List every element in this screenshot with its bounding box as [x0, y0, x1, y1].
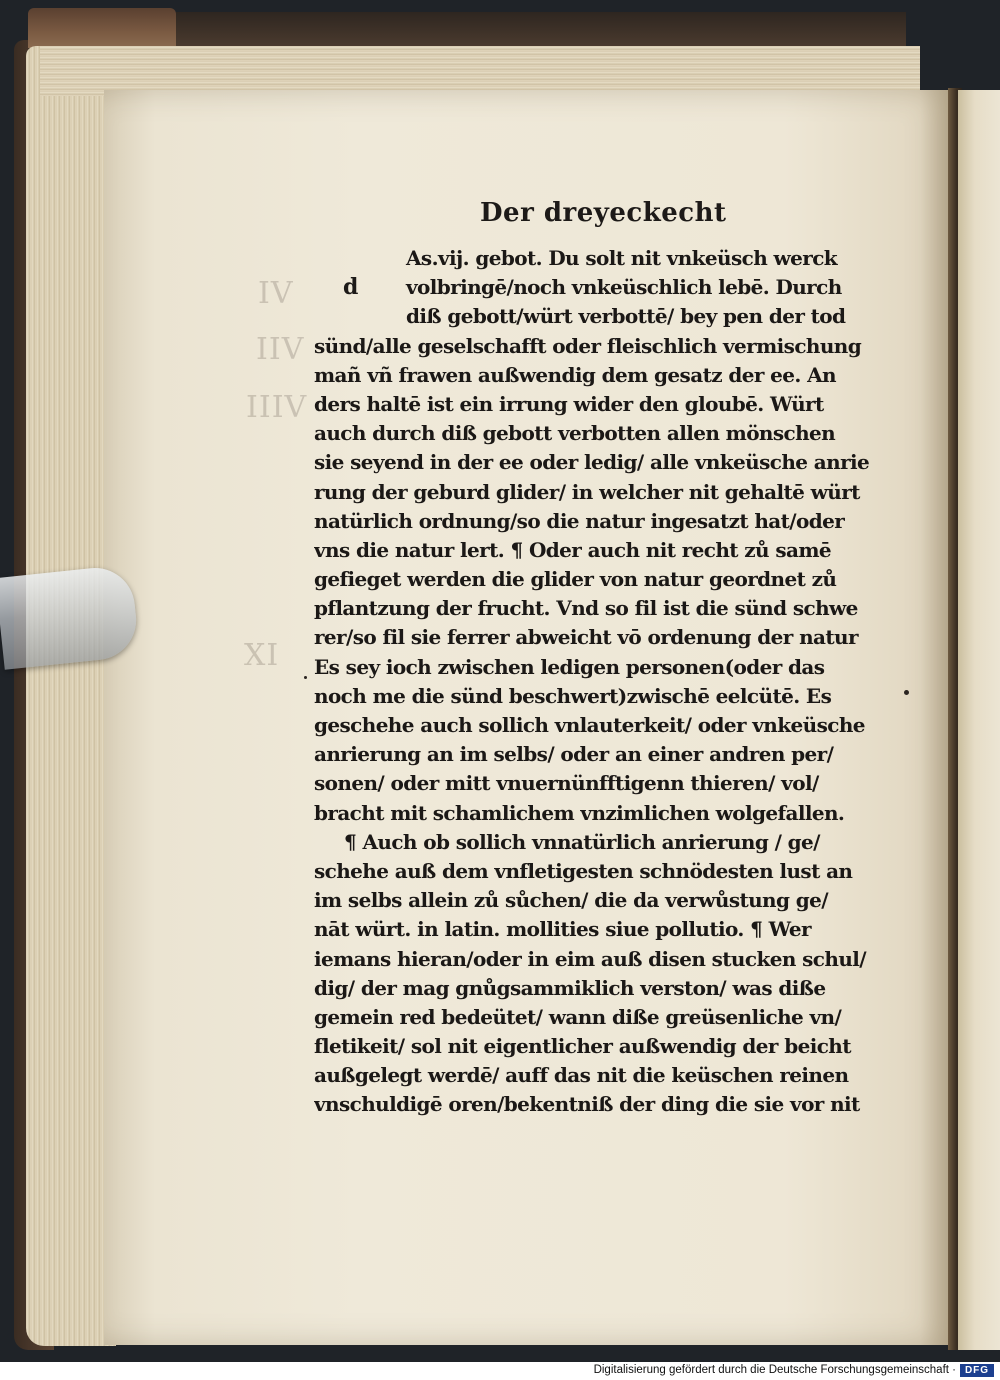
text-line: im selbs allein zů sůchen/ die da verwůstung ge/	[314, 888, 828, 913]
text-line: As.vij. gebot. Du solt nit vnkeüsch werck	[406, 246, 838, 270]
text-line: schehe auß dem vnfletigesten schnödesten lust an	[314, 858, 853, 883]
text-line: Es sey ioch zwischen ledigen personen(oder das	[314, 654, 825, 679]
text-line: diß gebott/würt verbottē/ bey pen der tod	[406, 304, 846, 329]
footer-bar	[0, 1362, 1000, 1380]
text-line: volbringē/noch vnkeüschlich lebē. Durch	[406, 275, 842, 300]
book-cover-top	[176, 12, 906, 46]
text-line: noch me die sünd beschwert)zwischē eelcütē. Es	[314, 683, 832, 708]
text-line: auch durch diß gebott verbotten allen mönschen	[314, 421, 836, 446]
showthrough-numeral: IIV	[256, 332, 305, 367]
text-line: gefieget werden die glider von natur geordnet zů	[314, 567, 837, 592]
text-block	[314, 244, 882, 1120]
funding-credit: Digitalisierung gefördert durch die Deutsche Forschungsgemeinschaft ·	[593, 1364, 956, 1376]
text-line: außgelegt werdē/ auff das nit die keüschen reinen	[314, 1063, 849, 1088]
page-stack-edges	[26, 46, 116, 1346]
text-line: nāt würt. in latin. mollities siue pollutio. ¶ Wer	[314, 917, 811, 942]
showthrough-numeral: XI	[244, 638, 280, 673]
text-line: sonen/ oder mitt vnuernünfftigenn thieren/ vol/	[314, 771, 819, 796]
text-line: vnschuldigē oren/bekentniß der ding die sie vor nit	[314, 1092, 860, 1117]
text-line: ders haltē ist ein irrung wider den gloubē. Würt	[314, 391, 824, 416]
text-line: mañ vñ frawen außwendig dem gesatz der ee. An	[314, 362, 836, 387]
ink-speck	[304, 676, 307, 679]
text-line: dig/ der mag gnůgsammiklich verston/ was diße	[314, 975, 826, 1000]
text-line: pflantzung der frucht. Vnd so fil ist die sünd schwe	[314, 596, 858, 621]
text-line: rung der geburd glider/ in welcher nit gehaltē würt	[314, 479, 860, 504]
text-line: rer/so fil sie ferrer abweicht vō ordenung der natur	[314, 625, 858, 650]
facing-page-edge	[958, 90, 1000, 1350]
text-line: gemein red bedeütet/ wann diße greüsenliche vn/	[314, 1004, 842, 1029]
page-stack-top	[40, 46, 920, 96]
text-line: sünd/alle geselschafft oder fleischlich vermischung	[314, 333, 862, 358]
text-line: fletikeit/ sol nit eigentlicher außwendig der beicht	[314, 1034, 851, 1059]
page-heading: Der dreyeckecht	[480, 198, 727, 228]
text-line: natürlich ordnung/so die natur ingesatzt hat/oder	[314, 508, 845, 533]
book-spine-top	[28, 8, 176, 48]
ink-speck	[904, 690, 909, 695]
text-line: ¶ Auch ob sollich vnnatürlich anrierung / ge/	[344, 829, 820, 854]
text-line: anrierung an im selbs/ oder an einer andren per/	[314, 742, 834, 767]
text-line: vns die natur lert. ¶ Oder auch nit recht zů samē	[314, 537, 832, 562]
text-line: sie seyend in der ee oder ledig/ alle vnkeüsche anrie	[314, 450, 870, 475]
initial-letter: d	[343, 274, 359, 300]
text-line: iemans hieran/oder in eim auß disen stucken schul/	[314, 946, 866, 971]
text-line: bracht mit schamlichem vnzimlichen wolgefallen.	[314, 800, 845, 825]
text-line: geschehe auch sollich vnlauterkeit/ oder vnkeüsche	[314, 713, 865, 737]
showthrough-numeral: IIIV	[246, 390, 308, 425]
dfg-logo: DFG	[960, 1364, 994, 1377]
showthrough-numeral: IV	[258, 276, 294, 311]
